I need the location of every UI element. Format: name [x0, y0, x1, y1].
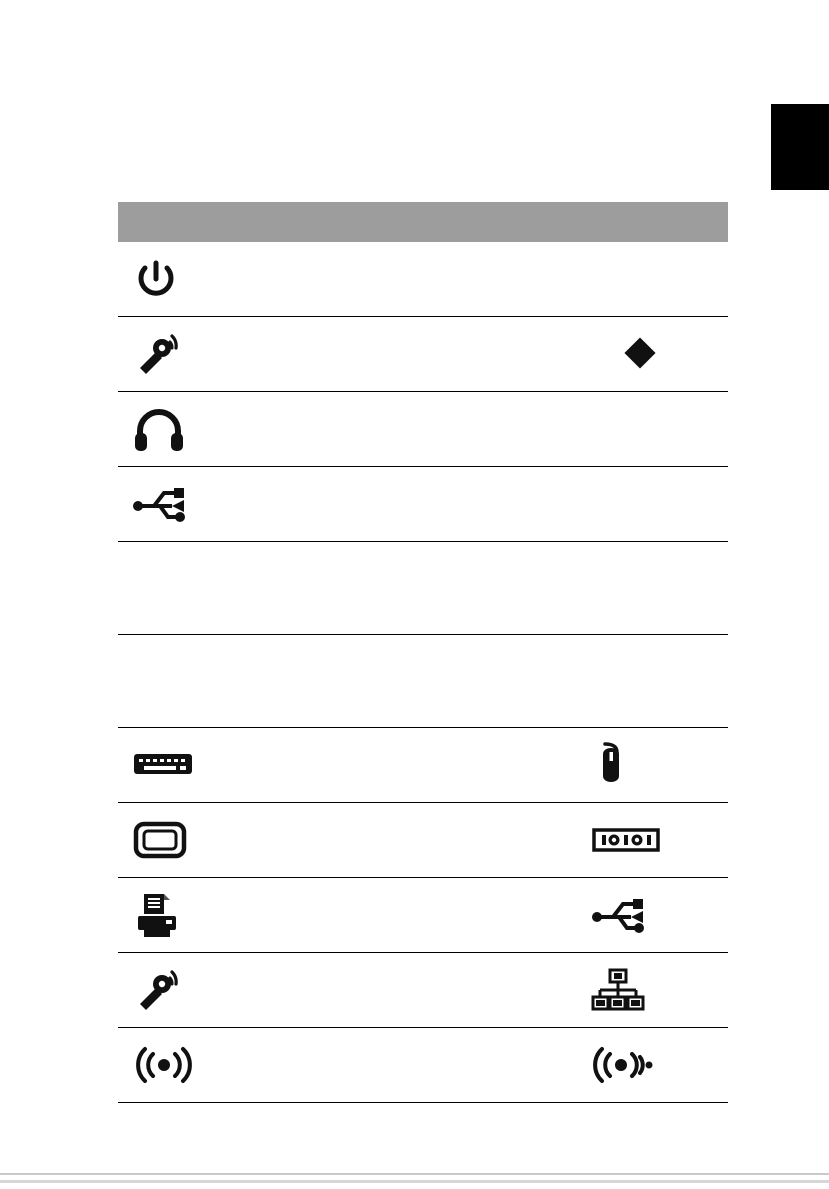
icon-cell-content	[423, 467, 728, 541]
usb-icon	[591, 895, 649, 935]
page-bottom-rule-upper	[0, 1173, 829, 1175]
headphones-icon	[132, 405, 186, 453]
table-cell	[118, 542, 423, 635]
icon-cell-content	[423, 635, 728, 727]
serial-port-icon	[591, 824, 661, 856]
keyboard-icon	[132, 748, 194, 782]
page-edge-tab	[771, 104, 829, 190]
table-cell	[118, 392, 423, 467]
table-cell	[118, 953, 423, 1028]
table-cell	[423, 953, 728, 1028]
table-row	[118, 392, 728, 467]
monitor-icon	[132, 818, 188, 862]
icon-cell-content	[118, 953, 423, 1027]
table-cell	[423, 392, 728, 467]
microphone-icon	[132, 966, 188, 1014]
table-cell	[423, 467, 728, 542]
network-icon	[591, 966, 645, 1014]
table-header-cell-left	[118, 202, 423, 242]
usb-icon	[132, 484, 190, 524]
icon-cell-content	[423, 803, 728, 877]
printer-icon	[132, 890, 182, 940]
icon-cell-content	[423, 392, 728, 466]
table-row	[118, 317, 728, 392]
audio-out-icon	[132, 1043, 196, 1087]
table-cell	[118, 242, 423, 317]
table-header-cell-right	[423, 202, 728, 242]
power-icon	[132, 255, 180, 303]
table-cell	[423, 728, 728, 803]
table-cell	[423, 1028, 728, 1103]
table-row	[118, 953, 728, 1028]
table-row	[118, 878, 728, 953]
icon-cell-content	[118, 878, 423, 952]
icon-cell-content	[118, 803, 423, 877]
table-row	[118, 803, 728, 878]
icon-cell-content	[118, 635, 423, 727]
icon-cell-content	[423, 1028, 728, 1102]
page-bottom-rule-lower	[0, 1180, 829, 1183]
table-cell	[423, 803, 728, 878]
icon-cell-content	[423, 317, 728, 391]
specification-table	[118, 202, 728, 1103]
table-cell	[423, 542, 728, 635]
table-cell	[423, 878, 728, 953]
table-cell	[423, 242, 728, 317]
table-cell	[423, 635, 728, 728]
icon-cell-content	[118, 317, 423, 391]
table-cell	[118, 635, 423, 728]
table-cell	[118, 728, 423, 803]
table-row	[118, 242, 728, 317]
audio-in-icon	[591, 1043, 655, 1087]
table-row	[118, 1028, 728, 1103]
icon-cell-content	[118, 728, 423, 802]
table-cell	[118, 467, 423, 542]
icon-cell-content	[423, 728, 728, 802]
specification-table-wrapper	[118, 202, 728, 1103]
table-cell	[118, 1028, 423, 1103]
table-row	[118, 467, 728, 542]
table-cell	[118, 803, 423, 878]
icon-cell-content	[118, 242, 423, 316]
table-cell	[423, 317, 728, 392]
table-cell	[118, 878, 423, 953]
icon-cell-content	[423, 878, 728, 952]
icon-cell-content	[423, 542, 728, 634]
icon-cell-content	[423, 953, 728, 1027]
microphone-icon	[132, 330, 188, 378]
table-header-row	[118, 202, 728, 242]
icon-cell-content	[118, 1028, 423, 1102]
table-row	[118, 542, 728, 635]
icon-cell-content	[423, 242, 728, 316]
icon-cell-content	[118, 542, 423, 634]
table-row	[118, 635, 728, 728]
icon-cell-content	[118, 467, 423, 541]
icon-cell-content	[118, 392, 423, 466]
table-row	[118, 728, 728, 803]
mouse-icon	[591, 740, 631, 790]
table-cell	[118, 317, 423, 392]
diamond-icon	[621, 334, 661, 374]
